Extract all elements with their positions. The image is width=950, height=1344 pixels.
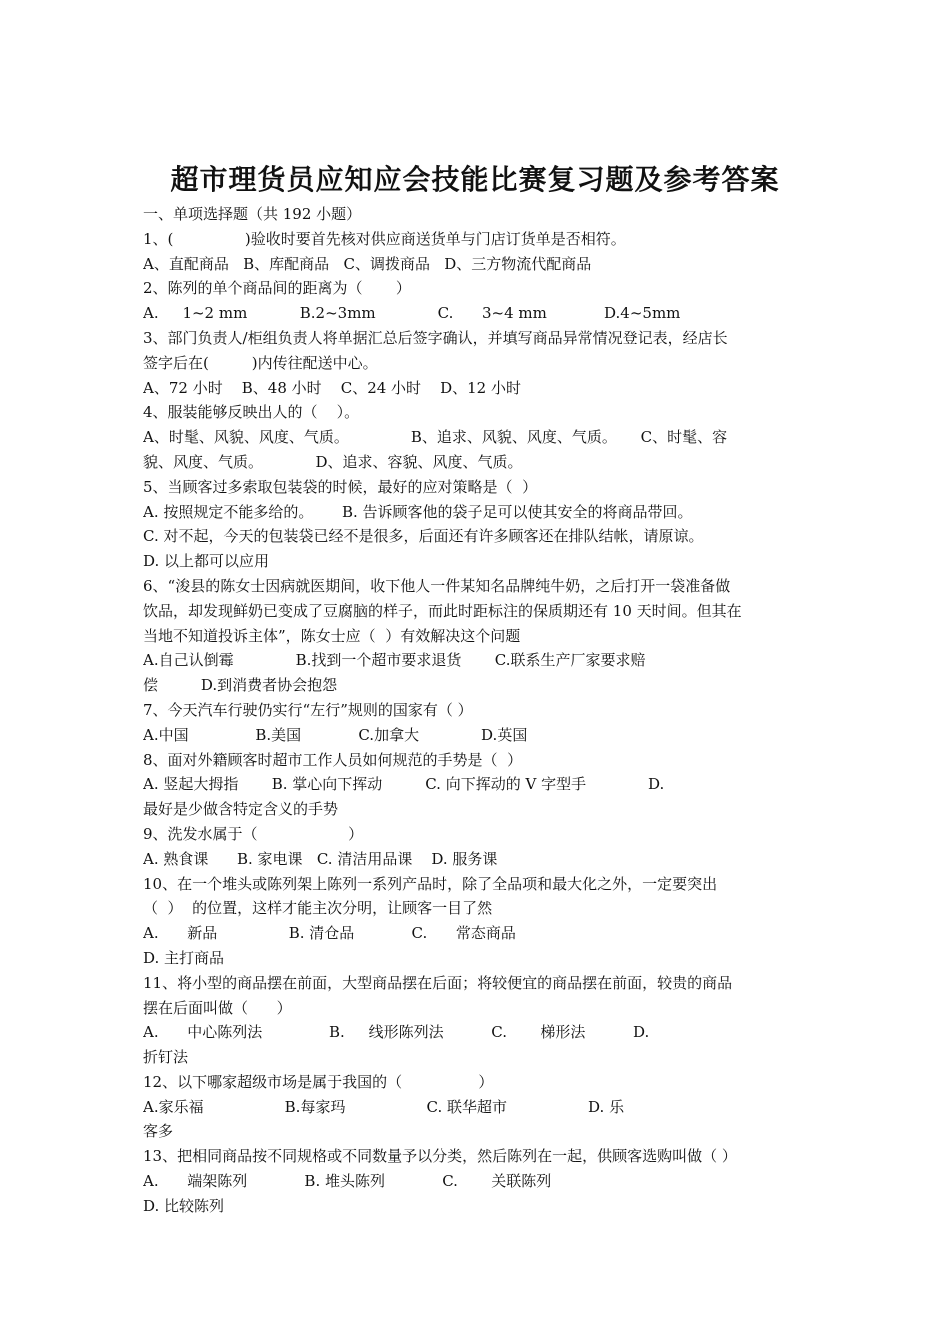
text-line: C. 对不起，今天的包装袋已经不是很多，后面还有许多顾客还在排队结帐，请原谅。 <box>143 527 704 546</box>
text-line: D. 以上都可以应用 <box>143 552 270 571</box>
text-line: A.家乐福 B.每家玛 C. 联华超市 D. 乐 <box>143 1097 625 1116</box>
text-line: 11、将小型的商品摆在前面，大型商品摆在后面；将较便宜的商品摆在前面，较贵的商品 <box>143 973 733 992</box>
text-line: 10、在一个堆头或陈列架上陈列一系列产品时，除了全品项和最大化之外，一定要突出 <box>143 874 718 893</box>
text-line: 9、洗发水属于（ ） <box>143 824 364 843</box>
text-line: 签字后在( )内传往配送中心。 <box>143 353 378 372</box>
text-line: A.自己认倒霉 B.找到一个超市要求退货 C.联系生产厂家要求赔 <box>143 651 646 670</box>
document-body <box>143 202 808 1219</box>
text-line: A.中国 B.美国 C.加拿大 D.英国 <box>143 725 528 744</box>
text-line: A. 按照规定不能多给的。 B. 告诉顾客他的袋子足可以使其安全的将商品带回。 <box>143 502 693 521</box>
text-line: 当地不知道投诉主体”，陈女士应（ ）有效解决这个问题 <box>143 626 521 645</box>
text-line: 7、今天汽车行驶仍实行“左行”规则的国家有（ ） <box>143 700 473 719</box>
text-line: 折钉法 <box>143 1048 189 1067</box>
text-line: A. 新品 B. 清仓品 C. 常态商品 <box>143 924 516 943</box>
text-line: 饮品，却发现鲜奶已变成了豆腐脑的样子，而此时距标注的保质期还有 10 天时间。但其在 <box>143 601 742 620</box>
text-line: 最好是少做含特定含义的手势 <box>143 800 339 819</box>
text-line: 一、单项选择题（共 192 小题） <box>143 205 362 223</box>
text-line: 4、服装能够反映出人的（ ）。 <box>143 403 360 422</box>
text-line: 5、当顾客过多索取包装袋的时候，最好的应对策略是（ ） <box>143 477 538 496</box>
text-line: 13、把相同商品按不同规格或不同数量予以分类，然后陈列在一起，供顾客选购叫做（ ） <box>143 1147 737 1166</box>
text-line: 貌、风度、气质。 D、追求、容貌、风度、气质。 <box>143 452 523 471</box>
text-line: 2、陈列的单个商品间的距离为（ ） <box>143 279 411 298</box>
text-line: 8、面对外籍顾客时超市工作人员如何规范的手势是（ ） <box>143 750 523 769</box>
text-line: A. 中心陈列法 B. 线形陈列法 C. 梯形法 D. <box>143 1023 650 1042</box>
text-line: D. 主打商品 <box>143 948 225 967</box>
text-line: A. 1~2 mm B.2~3mm C. 3~4 mm D.4~5mm <box>143 304 681 323</box>
text-line: A、72 小时 B、48 小时 C、24 小时 D、12 小时 <box>143 378 521 397</box>
text-line: 1、( )验收时要首先核对供应商送货单与门店订货单是否相符。 <box>143 229 626 248</box>
text-line: 偿 D.到消费者协会抱怨 <box>143 676 338 695</box>
text-line: A. 熟食课 B. 家电课 C. 清洁用品课 D. 服务课 <box>143 849 498 868</box>
text-line: A. 端架陈列 B. 堆头陈列 C. 关联陈列 <box>143 1172 552 1191</box>
text-line: 3、部门负责人/柜组负责人将单据汇总后签字确认，并填写商品异常情况登记表，经店长 <box>143 328 728 347</box>
text-line: 12、以下哪家超级市场是属于我国的（ ） <box>143 1072 494 1091</box>
text-line: D. 比较陈列 <box>143 1196 225 1215</box>
document-title: 超市理货员应知应会技能比赛复习题及参考答案 <box>170 163 780 196</box>
text-line: A、时髦、风貌、风度、气质。 B、追求、风貌、风度、气质。 C、时髦、容 <box>143 428 728 447</box>
text-line: A、直配商品 B、库配商品 C、调拨商品 D、三方物流代配商品 <box>143 254 592 273</box>
text-line: 客多 <box>143 1122 174 1141</box>
text-line: 6、“浚县的陈女士因病就医期间，收下他人一件某知名品牌纯牛奶，之后打开一袋准备做 <box>143 576 731 595</box>
text-line: （ ） 的位置，这样才能主次分明，让顾客一目了然 <box>143 899 493 918</box>
text-line: 摆在后面叫做（ ） <box>143 998 292 1017</box>
text-line: A. 竖起大拇指 B. 掌心向下挥动 C. 向下挥动的 V 字型手 D. <box>143 775 665 794</box>
